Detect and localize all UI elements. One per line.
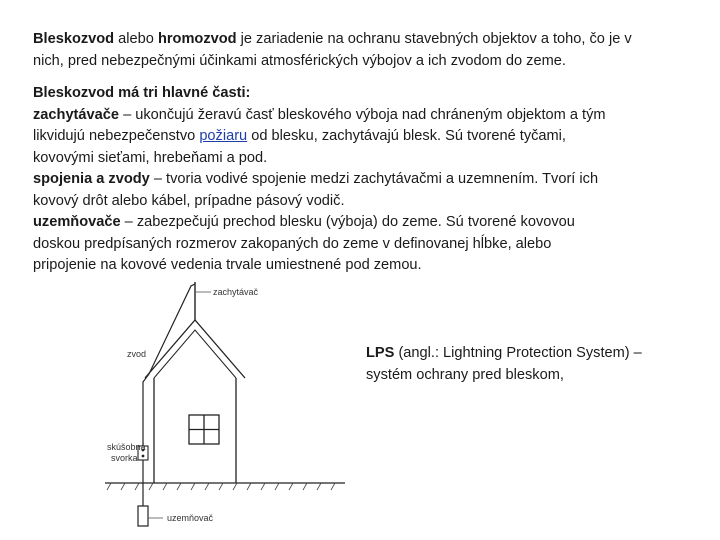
earth-electrode xyxy=(138,506,148,526)
term-bleskozvod: Bleskozvod xyxy=(33,31,115,47)
intro-line-1: Bleskozvod alebo hromozvod je zariadenie na ochranu stavebných objektov a toho, čo je v xyxy=(33,31,632,47)
term-lps: LPS xyxy=(366,345,395,361)
term-zachytavace: zachytávače xyxy=(33,106,120,123)
catchers-line-1: zachytávače – ukončujú žeravú časť bleskového výboja nad chráneným objektom a tým xyxy=(33,106,606,123)
down-conductor xyxy=(143,284,195,446)
label-downconductor: zvod xyxy=(127,349,147,359)
term-hromozvod: hromozvod xyxy=(157,31,237,47)
catchers-line-2: likvidujú nebezpečenstvo požiaru od blesku, zachytávajú blesk. Sú tvorené tyčami, xyxy=(33,128,566,144)
lps-line-2: systém ochrany pred bleskom, xyxy=(366,366,564,383)
earth-line-2: doskou predpísaných rozmerov zakopaných do zeme v definovanej hĺbke, alebo xyxy=(33,235,552,252)
article-text xyxy=(33,29,693,277)
conductors-line-2: kovový drôt alebo kábel, prípadne pásový vodič. xyxy=(33,192,345,209)
lps-definition xyxy=(366,343,696,386)
house-roof xyxy=(145,320,245,378)
label-earth: uzemňovač xyxy=(167,513,214,523)
ground-hatching xyxy=(107,483,335,490)
label-test-joint-2: svorka xyxy=(111,453,138,463)
lps-line-1: LPS (angl.: Lightning Protection System) – xyxy=(366,345,642,361)
lightning-protection-diagram xyxy=(105,274,345,536)
catchers-line-3: kovovými sieťami, hrebeňami a pod. xyxy=(33,149,268,166)
parts-heading: Bleskozvod má tri hlavné časti: xyxy=(33,85,251,101)
intro-paragraph xyxy=(33,29,693,72)
house-window xyxy=(189,415,219,444)
earth-line-1: uzemňovače – zabezpečujú prechod blesku (výboja) do zeme. Sú tvorené kovovou xyxy=(33,214,575,230)
term-uzemnovace: uzemňovače xyxy=(33,214,121,230)
label-catcher: zachytávač xyxy=(213,287,259,297)
label-test-joint-1: skúšobná xyxy=(107,442,146,452)
parts-paragraph xyxy=(33,83,693,277)
house-walls xyxy=(154,378,236,483)
conductors-line-1: spojenia a zvody – tvoria vodivé spojenie medzi zachytávačmi a uzemnením. Tvorí ich xyxy=(33,171,599,187)
term-spojenia-a-zvody: spojenia a zvody xyxy=(33,171,150,187)
fire-link[interactable]: požiaru xyxy=(199,128,248,144)
earth-line-3: pripojenie na kovové vedenia trvale umiestnené pod zemou. xyxy=(33,257,422,273)
intro-line-2: nich, pred nebezpečnými účinkami atmosférických výbojov a ich zvodom do zeme. xyxy=(33,52,566,69)
